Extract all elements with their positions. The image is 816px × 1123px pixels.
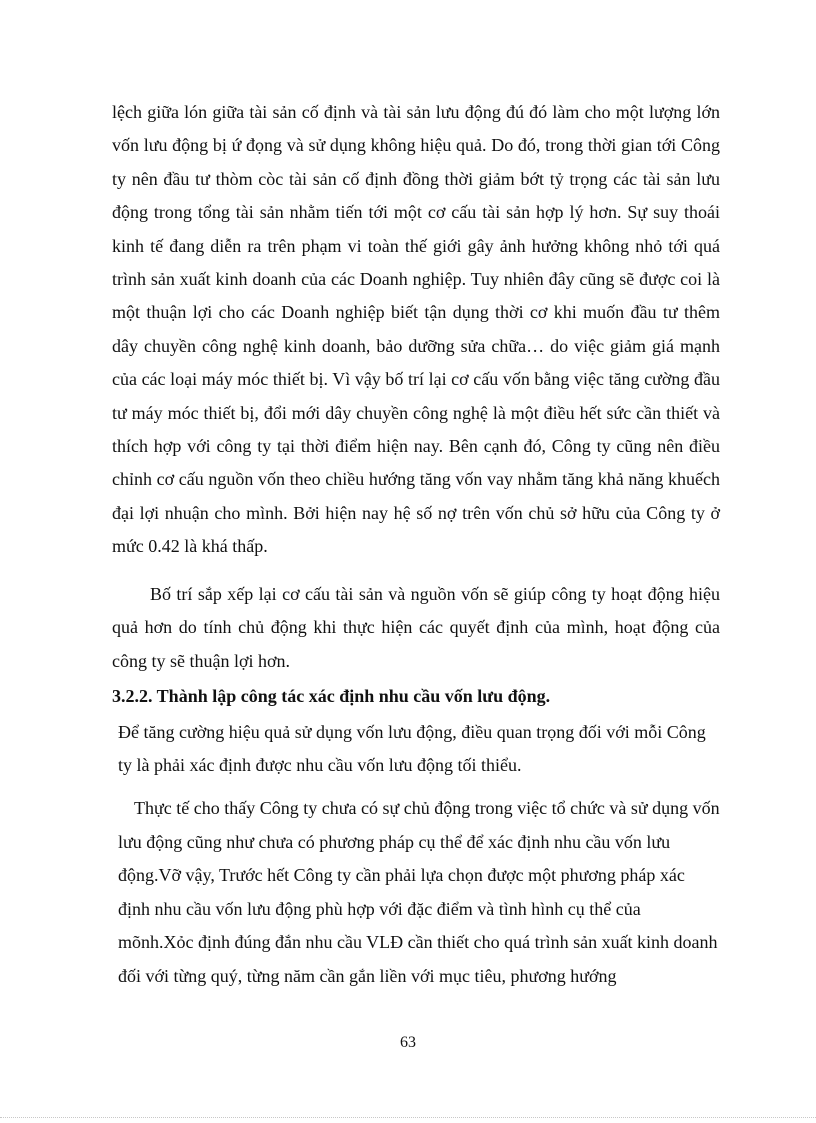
section-heading-3-2-2: 3.2.2. Thành lập công tác xác định nhu cầu vốn lưu động. — [112, 686, 551, 706]
body-paragraph-method-selection: Thực tế cho thấy Công ty chưa có sự chủ động trong việc tổ chức và sử dụng vốn lưu động cũng như chưa có phương pháp cụ thể để xác định nhu cầu vốn lưu động.Vỡ vậy, Trước hết Công ty cần phải lựa chọn được một phương pháp xác định nhu cầu vốn lưu động phù hợp với đặc điểm và tình hình cụ thể của mõnh.Xỏc định đúng đắn nhu cầu VLĐ cần thiết cho quá trình sản xuất kinh doanh đối với từng quý, từng năm cần gắn liền với mục tiêu, phương hướng — [118, 798, 720, 986]
page-bottom-divider — [0, 1117, 816, 1118]
body-paragraph-capital-structure: lệch giữa lón giữa tài sản cố định và tài sản lưu động đú đó làm cho một lượng lớn vốn lưu động bị ứ đọng và sử dụng không hiệu quả. Do đó, trong thời gian tới Công ty nên đầu tư thòm còc tài sản cố định đồng thời giảm bớt tỷ trọng các tài sản lưu động trong tổng tài sản nhằm tiến tới một cơ cấu tài sản hợp lý hơn. Sự suy thoái kinh tế đang diễn ra trên phạm vi toàn thế giới gây ảnh hưởng không nhỏ tới quá trình sản xuất kinh doanh của các Doanh nghiệp. Tuy nhiên đây cũng sẽ được coi là một thuận lợi cho các Doanh nghiệp biết tận dụng thời cơ khi muốn đầu tư thêm dây chuyền công nghệ kinh doanh, bảo dưỡng sửa chữa… do việc giảm giá mạnh của các loại máy móc thiết bị. Vì vậy bố trí lại cơ cấu vốn bằng việc tăng cường đầu tư máy móc thiết bị, đổi mới dây chuyền công nghệ là một điều hết sức cần thiết và thích hợp với công ty tại thời điểm hiện nay. Bên cạnh đó, Công ty cũng nên điều chỉnh cơ cấu nguồn vốn theo chiều hướng tăng vốn vay nhằm tăng khả năng khuếch đại lợi nhuận cho mình. Bởi hiện nay hệ số nợ trên vốn chủ sở hữu của Công ty ở mức 0.42 là khá thấp. — [112, 102, 720, 557]
body-paragraph-rearrangement: Bố trí sắp xếp lại cơ cấu tài sản và nguồn vốn sẽ giúp công ty hoạt động hiệu quả hơn do tính chủ động khi thực hiện các quyết định của mình, hoạt động của công ty sẽ thuận lợi hơn. — [112, 584, 720, 671]
page-number: 63 — [400, 1034, 416, 1051]
body-paragraph-working-capital-need: Để tăng cường hiệu quả sử dụng vốn lưu động, điều quan trọng đối với mỗi Công ty là phải xác định được nhu cầu vốn lưu động tối thiểu. — [118, 722, 706, 775]
